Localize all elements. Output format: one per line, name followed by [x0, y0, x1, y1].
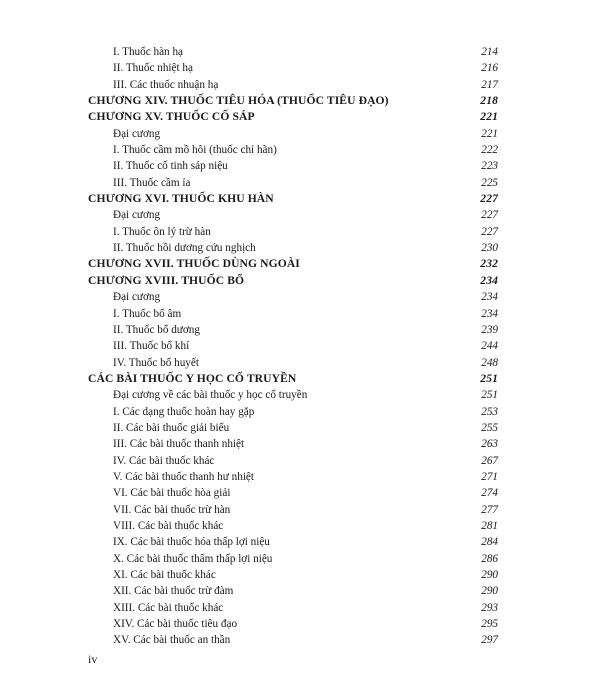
toc-section-entry	[88, 551, 498, 567]
toc-entry-title: II. Các bài thuốc giải biểu	[113, 421, 230, 434]
toc-entry-title: V. Các bài thuốc thanh hư nhiệt	[113, 470, 255, 483]
toc-entry-page: 223	[481, 160, 498, 173]
toc-entry-page: 227	[481, 225, 498, 238]
toc-entry-page: 234	[480, 273, 498, 287]
toc-entry-title: II. Thuốc cố tinh sáp niệu	[113, 160, 228, 173]
toc-section-entry	[88, 306, 498, 322]
toc-entry-title: VIII. Các bài thuốc khác	[113, 519, 224, 532]
toc-entry-title: XV. Các bài thuốc an thần	[113, 634, 231, 647]
toc-section-entry	[88, 420, 498, 436]
toc-entry-title: III. Các thuốc nhuận hạ	[113, 78, 219, 91]
toc-entry-title: IX. Các bài thuốc hóa thấp lợi niệu	[113, 536, 270, 549]
toc-entry-page: 227	[480, 192, 498, 206]
toc-entry-page: 274	[481, 487, 498, 500]
toc-section-entry	[88, 77, 498, 93]
toc-entry-page: 222	[481, 144, 498, 157]
toc-entry-title: Đại cương về các bài thuốc y học cổ truyền	[113, 389, 308, 402]
toc-section-entry	[88, 534, 498, 550]
toc-section-entry	[88, 404, 498, 420]
toc-entry-page: 255	[481, 421, 498, 434]
toc-entry-page: 244	[481, 340, 498, 353]
toc-entry-page: 216	[481, 62, 498, 75]
toc-entry-title: III. Thuốc cầm ỉa	[113, 176, 191, 189]
toc-section-entry	[88, 600, 498, 616]
toc-entry-page: 297	[481, 634, 498, 647]
toc-entry-title: II. Thuốc bổ dương	[113, 323, 200, 336]
toc-entry-page: 290	[481, 569, 498, 581]
toc-entry-title: I. Thuốc cầm mồ hôi (thuốc chỉ hãn)	[113, 144, 277, 157]
toc-section-entry	[88, 175, 498, 191]
toc-entry-page: 221	[480, 110, 498, 124]
toc-section-entry	[88, 616, 498, 632]
toc-entry-page: 284	[481, 536, 498, 549]
toc-entry-page: 214	[481, 46, 498, 58]
toc-entry-page: 295	[481, 618, 498, 631]
toc-section-entry	[88, 289, 498, 305]
toc-entry-title: Đại cương	[113, 209, 161, 222]
toc-entry-page: 248	[481, 356, 498, 369]
toc-entry-title: CHƯƠNG XVII. THUỐC DÙNG NGOÀI	[88, 257, 300, 271]
toc-section-entry	[88, 469, 498, 485]
toc-chapter-entry	[88, 93, 498, 109]
toc-entry-title: III. Các bài thuốc thanh nhiệt	[113, 438, 245, 451]
toc-entry-title: I. Thuốc bổ âm	[113, 307, 182, 320]
toc-entry-page: 217	[481, 78, 498, 91]
toc-entry-page: 286	[481, 552, 498, 565]
toc-entry-title: I. Các dạng thuốc hoàn hay gặp	[113, 405, 255, 418]
toc-entry-page: 267	[481, 454, 498, 467]
toc-section-entry	[88, 583, 498, 599]
toc-entry-page: 293	[481, 601, 498, 614]
toc-entry-page: 232	[480, 257, 498, 271]
toc-entry-page: 253	[481, 405, 498, 418]
toc-entry-title: CHƯƠNG XVIII. THUỐC BỔ	[88, 273, 245, 287]
toc-section-entry	[88, 453, 498, 469]
toc-chapter-entry	[88, 191, 498, 207]
toc-entry-title: CHƯƠNG XV. THUỐC CỐ SÁP	[88, 110, 255, 124]
toc-entry-page: 251	[480, 371, 498, 385]
toc-entry-page: 277	[481, 503, 498, 516]
toc-entry-title: XIV. Các bài thuốc tiêu đạo	[113, 618, 238, 631]
toc-entry-page: 234	[481, 291, 498, 304]
toc-entry-title: II. Thuốc hồi dương cứu nghịch	[113, 242, 256, 255]
toc-entry-title: Đại cương	[113, 291, 161, 304]
toc-section-entry	[88, 502, 498, 518]
toc-entry-page: 221	[481, 127, 498, 140]
toc-section-entry	[88, 338, 498, 354]
toc-entry-page: 234	[481, 307, 498, 320]
toc-entry-page: 225	[481, 176, 498, 189]
toc-entry-title: CÁC BÀI THUỐC Y HỌC CỔ TRUYỀN	[88, 371, 297, 385]
toc-entry-title: I. Thuốc ôn lý trừ hàn	[113, 225, 211, 238]
toc-section-entry	[88, 632, 498, 648]
toc-entry-title: I. Thuốc hàn hạ	[113, 46, 184, 58]
toc-section-entry	[88, 44, 498, 60]
toc-entry-title: Đại cương	[113, 127, 161, 140]
toc-entry-title: IV. Thuốc bổ huyết	[113, 356, 199, 369]
toc-entry-title: XIII. Các bài thuốc khác	[113, 601, 224, 614]
toc-section-entry	[88, 567, 498, 583]
toc-section-entry	[88, 142, 498, 158]
toc-chapter-entry	[88, 371, 498, 387]
toc-section-entry	[88, 240, 498, 256]
toc-entry-page: 218	[480, 94, 498, 108]
toc-entry-title: CHƯƠNG XIV. THUỐC TIÊU HÓA (THUỐC TIÊU ĐẠO)	[88, 94, 389, 108]
toc-entry-page: 230	[481, 242, 498, 255]
toc-entry-title: VII. Các bài thuốc trừ hàn	[113, 503, 231, 516]
toc-entry-page: 281	[481, 519, 498, 532]
toc-entry-title: X. Các bài thuốc thẩm thấp lợi niệu	[113, 552, 273, 565]
toc-entry-page: 239	[481, 323, 498, 336]
toc-chapter-entry	[88, 256, 498, 272]
toc-entry-page: 251	[481, 389, 498, 402]
toc-section-entry	[88, 126, 498, 142]
toc-section-entry	[88, 485, 498, 501]
toc-section-entry	[88, 322, 498, 338]
toc-entry-title: CHƯƠNG XVI. THUỐC KHU HÀN	[88, 192, 274, 206]
toc-section-entry	[88, 158, 498, 174]
toc-section-entry	[88, 355, 498, 371]
toc-entry-title: XI. Các bài thuốc khác	[113, 569, 216, 581]
toc-entry-title: III. Thuốc bổ khí	[113, 340, 190, 353]
toc-entry-page: 271	[481, 470, 498, 483]
toc-section-entry	[88, 60, 498, 76]
toc-entry-page: 227	[481, 209, 498, 222]
toc-chapter-entry	[88, 273, 498, 289]
toc-section-entry	[88, 224, 498, 240]
toc-entry-title: XII. Các bài thuốc trừ đàm	[113, 585, 234, 598]
toc-entry-page: 263	[481, 438, 498, 451]
toc-section-entry	[88, 518, 498, 534]
page-number: iv	[88, 652, 98, 666]
table-of-contents	[88, 44, 498, 649]
toc-entry-title: IV. Các bài thuốc khác	[113, 454, 215, 467]
toc-section-entry	[88, 436, 498, 452]
toc-entry-page: 290	[481, 585, 498, 598]
toc-section-entry	[88, 207, 498, 223]
toc-chapter-entry	[88, 109, 498, 125]
toc-entry-title: II. Thuốc nhiệt hạ	[113, 62, 193, 75]
toc-entry-title: VI. Các bài thuốc hòa giải	[113, 487, 231, 500]
toc-section-entry	[88, 387, 498, 403]
